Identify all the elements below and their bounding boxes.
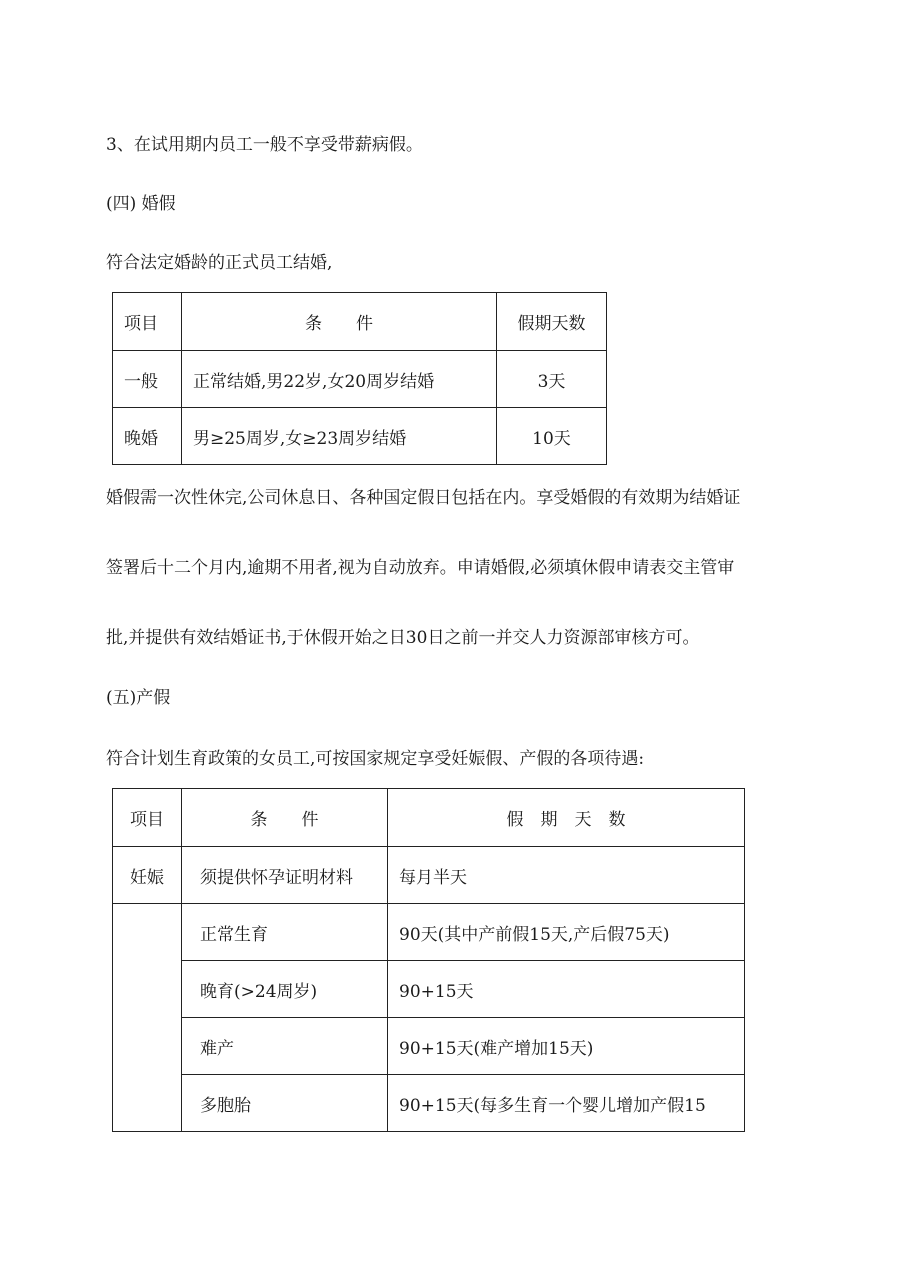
maternity-leave-heading: (五)产假 (106, 688, 171, 708)
row-item: 晚婚 (113, 408, 182, 465)
marriage-leave-paragraph-line-3: 批,并提供有效结婚证书,于休假开始之日30日之前一并交人力资源部审核方可。 (106, 628, 700, 648)
header-condition: 条 件 (182, 789, 388, 847)
header-item: 项目 (113, 789, 182, 847)
header-condition: 条 件 (182, 293, 497, 351)
row-days: 3天 (497, 351, 607, 408)
row-condition: 须提供怀孕证明材料 (182, 847, 388, 904)
row-days: 90天(其中产前假15天,产后假75天) (388, 904, 745, 961)
table-row (113, 1075, 745, 1132)
table-header-row (113, 789, 745, 847)
row-item-merged (113, 904, 182, 1132)
table-row (113, 847, 745, 904)
row-days: 90+15天 (388, 961, 745, 1018)
row-condition: 正常结婚,男22岁,女20周岁结婚 (182, 351, 497, 408)
header-days: 假期天数 (497, 293, 607, 351)
marriage-leave-intro: 符合法定婚龄的正式员工结婚, (106, 253, 333, 273)
header-days: 假 期 天 数 (388, 789, 745, 847)
row-item: 一般 (113, 351, 182, 408)
row-condition: 难产 (182, 1018, 388, 1075)
table-row (113, 904, 745, 961)
table-row (113, 961, 745, 1018)
marriage-leave-heading: (四) 婚假 (106, 194, 176, 214)
row-days: 每月半天 (388, 847, 745, 904)
row-days: 90+15天(每多生育一个婴儿增加产假15 (388, 1075, 745, 1132)
row-condition: 正常生育 (182, 904, 388, 961)
table-row (113, 408, 607, 465)
maternity-leave-intro: 符合计划生育政策的女员工,可按国家规定享受妊娠假、产假的各项待遇: (106, 749, 645, 769)
row-days: 10天 (497, 408, 607, 465)
marriage-leave-table (112, 292, 607, 465)
row-days: 90+15天(难产增加15天) (388, 1018, 745, 1075)
marriage-leave-paragraph-line-1: 婚假需一次性休完,公司休息日、各种国定假日包括在内。享受婚假的有效期为结婚证 (106, 488, 741, 508)
sick-leave-note: 3、在试用期内员工一般不享受带薪病假。 (106, 135, 423, 155)
row-item: 妊娠 (113, 847, 182, 904)
header-item: 项目 (113, 293, 182, 351)
row-condition: 多胞胎 (182, 1075, 388, 1132)
table-row (113, 1018, 745, 1075)
marriage-leave-paragraph-line-2: 签署后十二个月内,逾期不用者,视为自动放弃。申请婚假,必须填休假申请表交主管审 (106, 558, 735, 578)
table-header-row (113, 293, 607, 351)
row-condition: 晚育(>24周岁) (182, 961, 388, 1018)
table-row (113, 351, 607, 408)
row-condition: 男≥25周岁,女≥23周岁结婚 (182, 408, 497, 465)
maternity-leave-table (112, 788, 745, 1132)
